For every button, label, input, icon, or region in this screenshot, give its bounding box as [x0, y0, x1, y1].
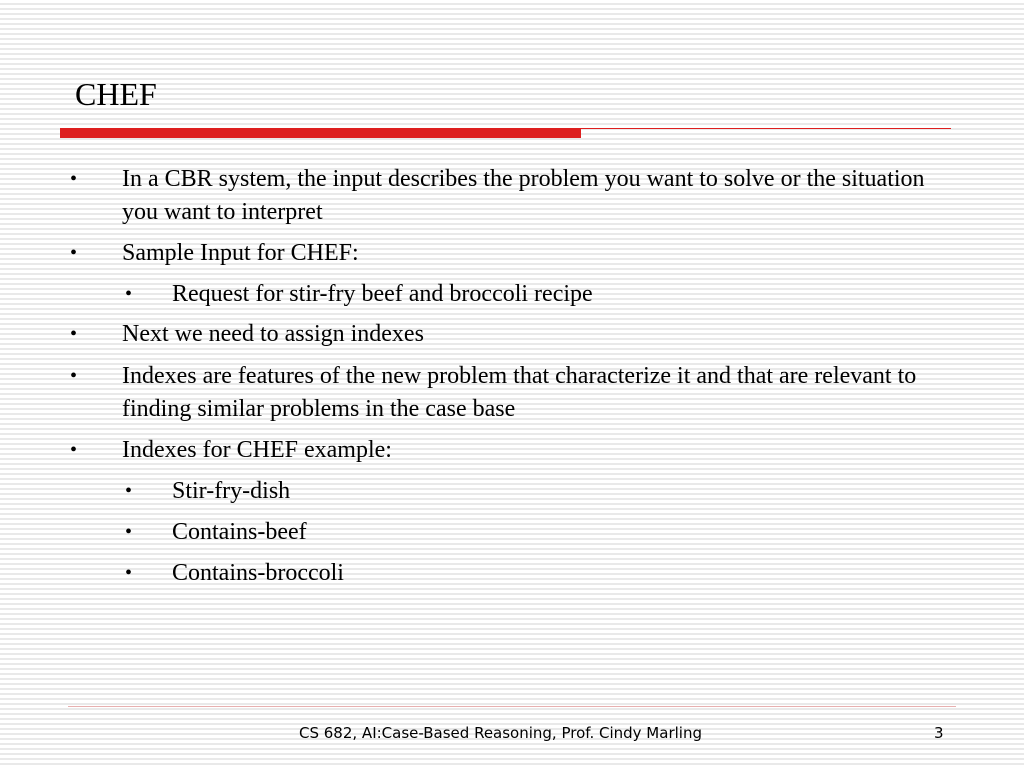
sub-bullet-text: Contains-broccoli	[172, 560, 344, 586]
sub-bullet-marker: •	[125, 521, 133, 543]
bullet-text: In a CBR system, the input describes the problem you want to solve or the situation you want to interpret	[122, 166, 925, 225]
bullet-marker: •	[70, 242, 78, 264]
bullet-text: Indexes for CHEF example:	[122, 437, 392, 463]
bullet-text: Next we need to assign indexes	[122, 321, 424, 347]
bullet-marker: •	[70, 365, 78, 387]
footer-text: CS 682, AI:Case-Based Reasoning, Prof. Cindy Marling	[299, 724, 702, 742]
title-underline-thin	[581, 128, 951, 129]
footer-divider	[68, 706, 956, 707]
bullet-marker: •	[70, 323, 78, 345]
sub-bullet-text: Contains-beef	[172, 519, 307, 545]
page-number: 3	[934, 724, 944, 742]
sub-bullet-marker: •	[125, 480, 133, 502]
sub-bullet-marker: •	[125, 283, 133, 305]
bullet-marker: •	[70, 168, 78, 190]
sub-bullet-marker: •	[125, 562, 133, 584]
sub-bullet-text: Stir-fry-dish	[172, 478, 291, 504]
bullet-text: Sample Input for CHEF:	[122, 240, 359, 266]
slide-title: CHEF	[75, 76, 157, 112]
bullet-marker: •	[70, 439, 78, 461]
title-underline-thick	[60, 128, 581, 138]
bullet-text: Indexes are features of the new problem that characterize it and that are relevant to finding similar problems in the case base	[122, 363, 917, 422]
sub-bullet-text: Request for stir-fry beef and broccoli recipe	[172, 281, 593, 307]
